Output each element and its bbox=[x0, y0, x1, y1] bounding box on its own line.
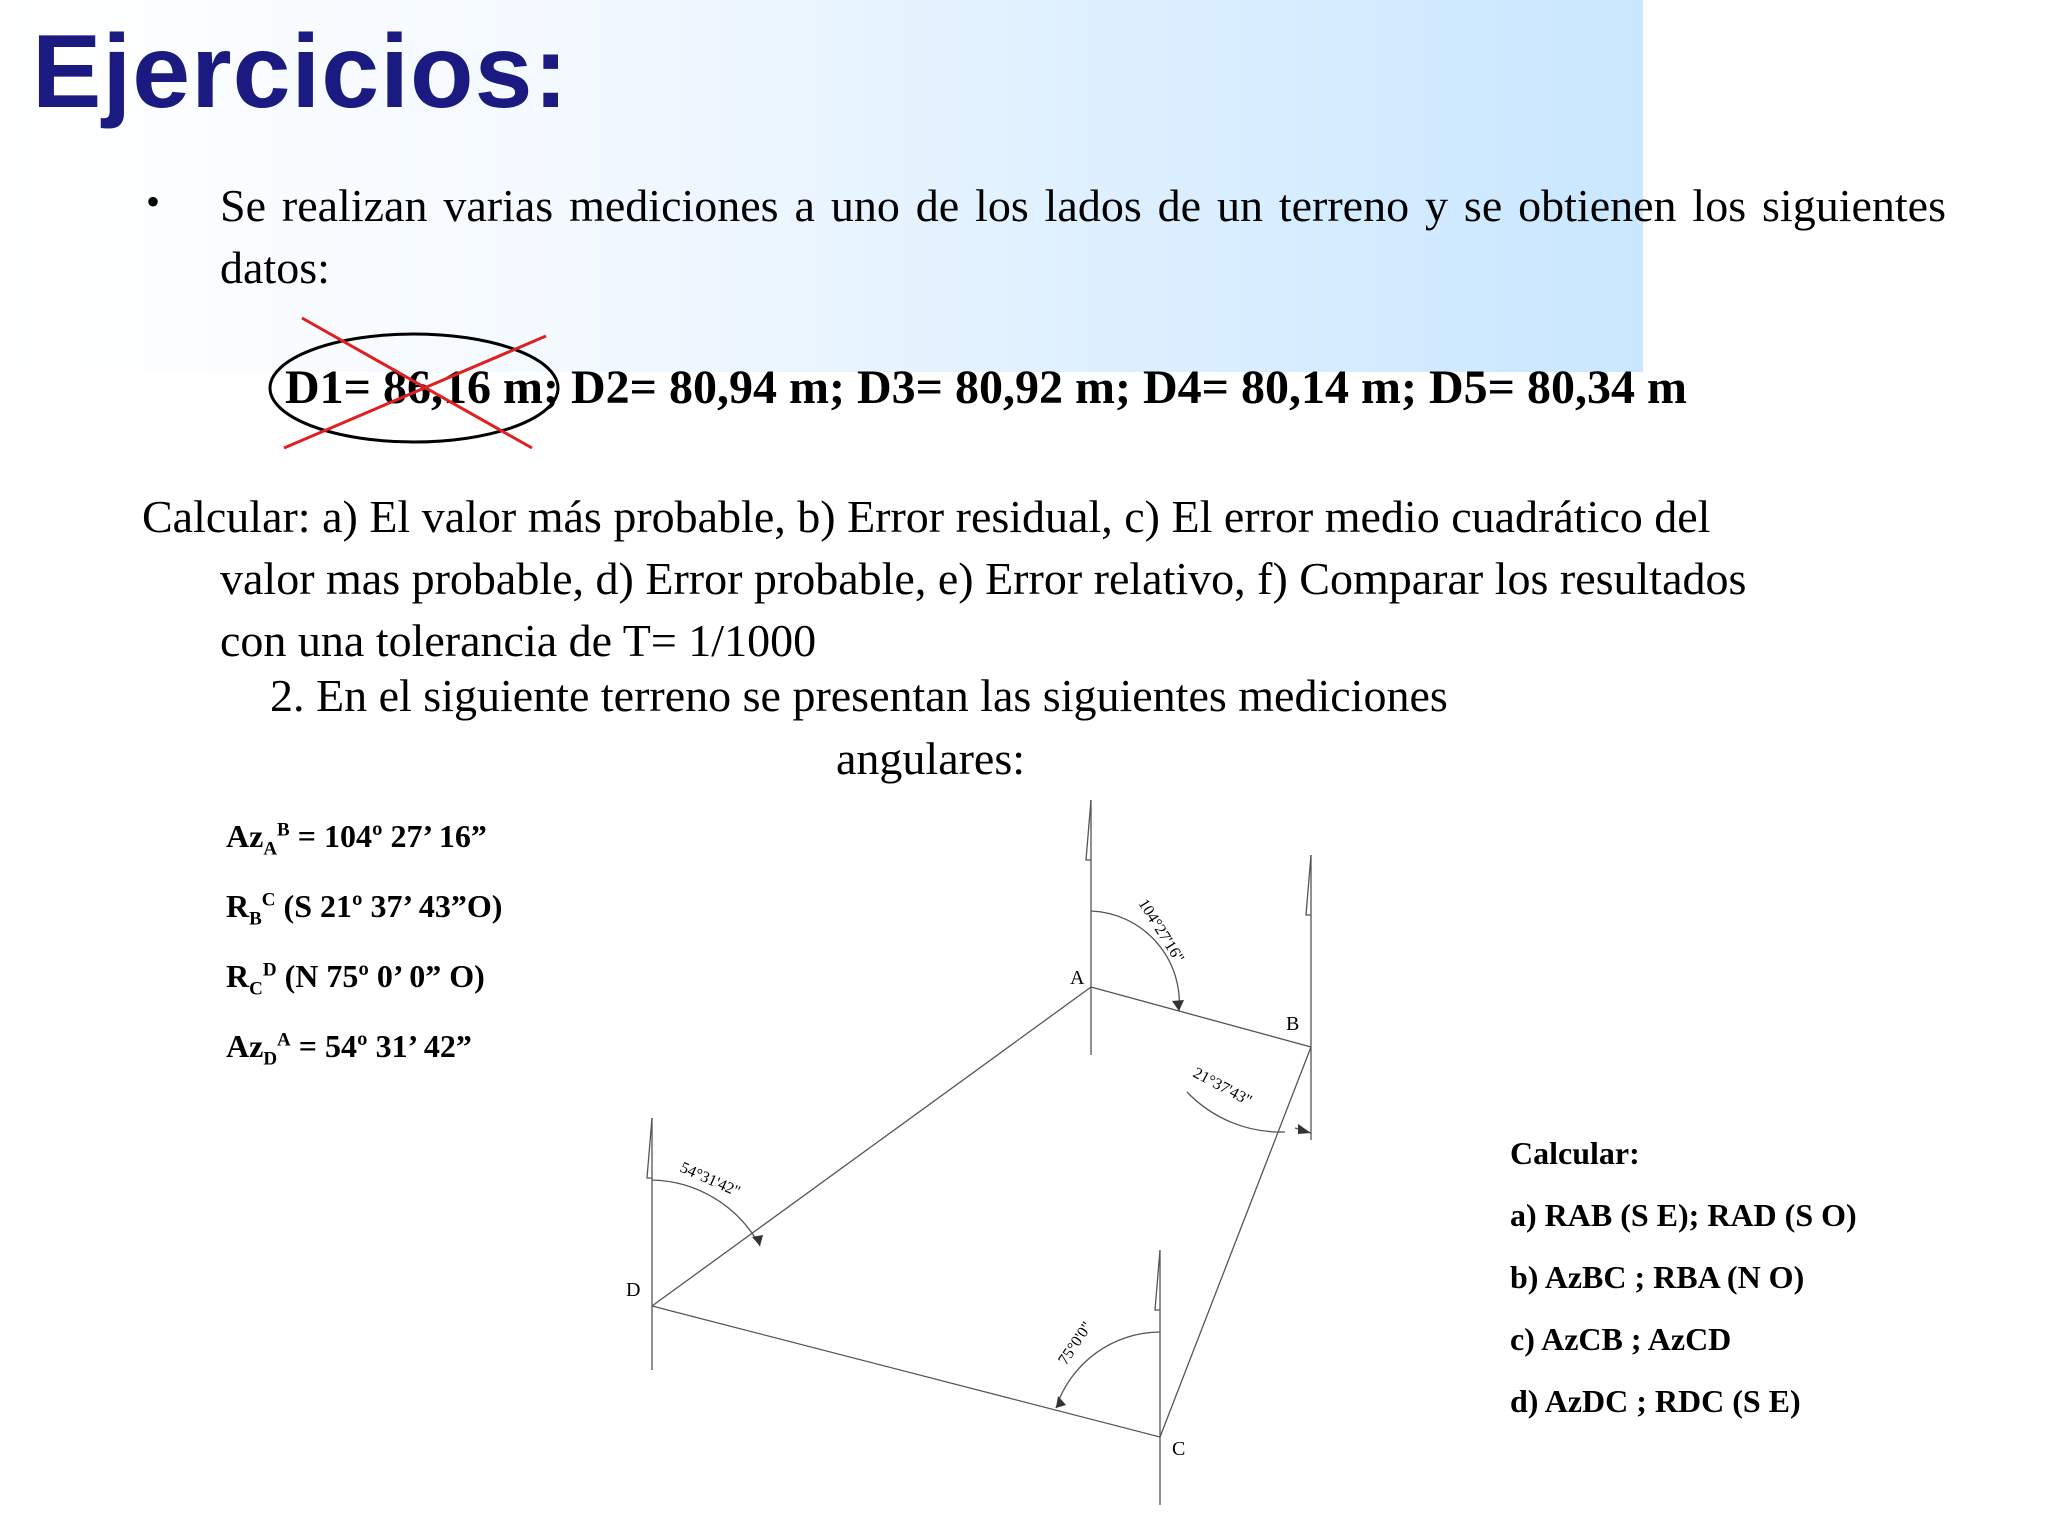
calcular-item: c) AzCB ; AzCD bbox=[1510, 1321, 1732, 1357]
bullet-icon: • bbox=[146, 179, 161, 224]
given-measurement: $R_C^D$ (N 75º 0’ 0” O) bbox=[226, 958, 485, 1000]
measurements-rest: ; D2= 80,94 m; D3= 80,92 m; D4= 80,14 m; D5= 80,34 m bbox=[543, 361, 1687, 414]
north-arrow-icon bbox=[1155, 1250, 1160, 1310]
calcular-item: b) AzBC ; RBA (N O) bbox=[1510, 1259, 1805, 1295]
point-label-c: C bbox=[1172, 1438, 1186, 1460]
point-label-d: D bbox=[626, 1279, 641, 1301]
calcular-line-2: valor mas probable, d) Error probable, e) Error relativo, f) Comparar los resultados bbox=[220, 553, 1747, 604]
strike-line bbox=[302, 318, 532, 448]
angle-label-c: 75°0'0" bbox=[1055, 1319, 1097, 1369]
side-da bbox=[652, 987, 1091, 1306]
arrowhead-icon bbox=[1056, 1396, 1066, 1408]
arrowhead-icon bbox=[752, 1235, 763, 1246]
north-arrow-icon bbox=[647, 1118, 652, 1178]
strike-line bbox=[284, 336, 546, 448]
point-label-b: B bbox=[1286, 1013, 1300, 1035]
angle-label-a: 104°27'16" bbox=[1134, 896, 1188, 967]
given-measurement: $Az_D^A$ = 54º 31’ 42” bbox=[226, 1028, 472, 1070]
calcular-item: a) RAB (S E); RAD (S O) bbox=[1510, 1197, 1857, 1233]
measurement-d1-crossed: D1= 86,16 m bbox=[285, 361, 543, 414]
side-bc bbox=[1160, 1047, 1311, 1437]
problem1-statement: Se realizan varias mediciones a uno de los lados de un terreno y se obtienen los siguientes datos: bbox=[220, 180, 1946, 293]
arrowhead-icon bbox=[1298, 1124, 1311, 1134]
angle-label-d: 54°31'42" bbox=[677, 1159, 743, 1201]
calcular-line-1: Calcular: a) El valor más probable, b) Error residual, c) El error medio cuadrático del bbox=[142, 491, 1711, 542]
calcular-title: Calcular: bbox=[1510, 1135, 1640, 1171]
calcular-item: d) AzDC ; RDC (S E) bbox=[1510, 1383, 1801, 1419]
angle-label-b: 21°37'43" bbox=[1190, 1064, 1255, 1110]
north-arrow-icon bbox=[1086, 800, 1091, 860]
given-measurement: $Az_A^B$ = 104º 27’ 16” bbox=[226, 818, 487, 860]
given-measurement: $R_B^C$ (S 21º 37’ 43”O) bbox=[226, 888, 503, 930]
page-title: Ejercicios: bbox=[32, 14, 570, 130]
north-arrow-icon bbox=[1306, 855, 1311, 915]
angle-arc-d bbox=[652, 1180, 760, 1246]
calcular-line-3: con una tolerancia de T= 1/1000 bbox=[220, 615, 817, 666]
problem2-heading: 2. En el siguiente terreno se presentan las siguientes mediciones bbox=[270, 670, 1448, 721]
side-ab bbox=[1091, 987, 1311, 1047]
problem2-heading-cont: angulares: bbox=[836, 733, 1026, 784]
point-label-a: A bbox=[1070, 967, 1085, 989]
